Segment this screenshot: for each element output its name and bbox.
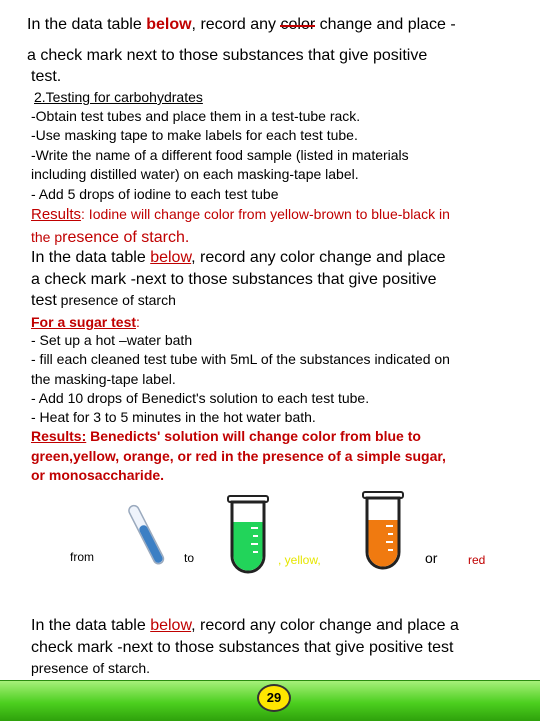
results-label: Results: [31,428,87,444]
carb-step: -Obtain test tubes and place them in a test-tube rack. [31,108,361,124]
instr2-line-1 [31,249,446,267]
carb-step: including distilled water) on each masking-tape label. [31,166,359,182]
intro-text: , record any [191,16,281,33]
color-word: color [280,16,316,33]
blue-tube-icon [126,500,170,572]
intro-line-1 [27,16,456,34]
carb-results-line-2 [31,229,189,247]
yellow-label [278,553,321,567]
below-emphasis: below [146,16,192,33]
to-label: to [184,551,195,565]
or-label: or [425,550,438,566]
results-text: Benedicts' solution will change color from blue to [86,428,421,444]
intro-line-2: a check mark next to those substances that give positive [27,47,428,64]
instr3-line-3: presence of starch. [31,660,151,676]
sugar-step: - Heat for 3 to 5 minutes in the hot water bath. [31,409,316,425]
instr3-text: , record any color change and place a [191,617,459,634]
instr2-text: presence of starch [56,292,176,308]
sugar-step: the masking-tape label. [31,371,176,387]
sugar-step: - Add 10 drops of Benedict's solution to each test tube. [31,390,370,406]
orange-tube-icon [361,490,405,572]
instr2-text: test [31,292,57,309]
instr3-line-1 [31,617,459,635]
results-text: the p [31,229,63,245]
sugar-heading-suffix: : [136,314,140,330]
sugar-results-line-1 [31,428,421,444]
sugar-step: - Set up a hot –water bath [31,332,193,348]
green-tube-icon [226,494,270,576]
sugar-heading-text: For a sugar test [31,314,137,330]
intro-text: In the data table [27,16,147,33]
instr2-text: In the data table [31,249,151,266]
yellow-text: , yellow, [278,553,321,567]
results-text: resence of starch. [62,229,190,246]
instr2-text: , record any color change and place [191,249,446,266]
sugar-results-line-3: or monosaccharide. [31,467,165,483]
intro-text: change and place - [315,16,456,33]
below-emphasis: below [150,249,192,266]
instr2-line-3 [31,292,176,310]
instr2-line-2: a check mark -next to those substances that give positive [31,271,437,288]
carb-heading: 2.Testing for carbohydrates [34,89,203,105]
below-emphasis: below [150,617,192,634]
intro-line-3: test. [31,68,62,85]
results-text: : Iodine will change color from yellow-brown to blue-black in [81,206,450,222]
carb-step: -Use masking tape to make labels for each test tube. [31,127,358,143]
carb-step: -Write the name of a different food sample (listed in materials [31,147,409,163]
results-label: Results [31,206,82,223]
red-label: red [468,553,486,567]
from-label: from [70,550,94,564]
instr3-text: In the data table [31,617,151,634]
carb-results-line-1 [31,206,450,223]
sugar-step: - fill each cleaned test tube with 5mL of the substances indicated on [31,351,450,367]
carb-step: - Add 5 drops of iodine to each test tube [31,186,279,202]
sugar-heading [31,314,140,330]
page-number: 29 [257,684,291,712]
sugar-results-line-2: green,yellow, orange, or red in the presence of a simple sugar, [31,448,446,464]
instr3-line-2: check mark -next to those substances that give positive test [31,639,454,656]
